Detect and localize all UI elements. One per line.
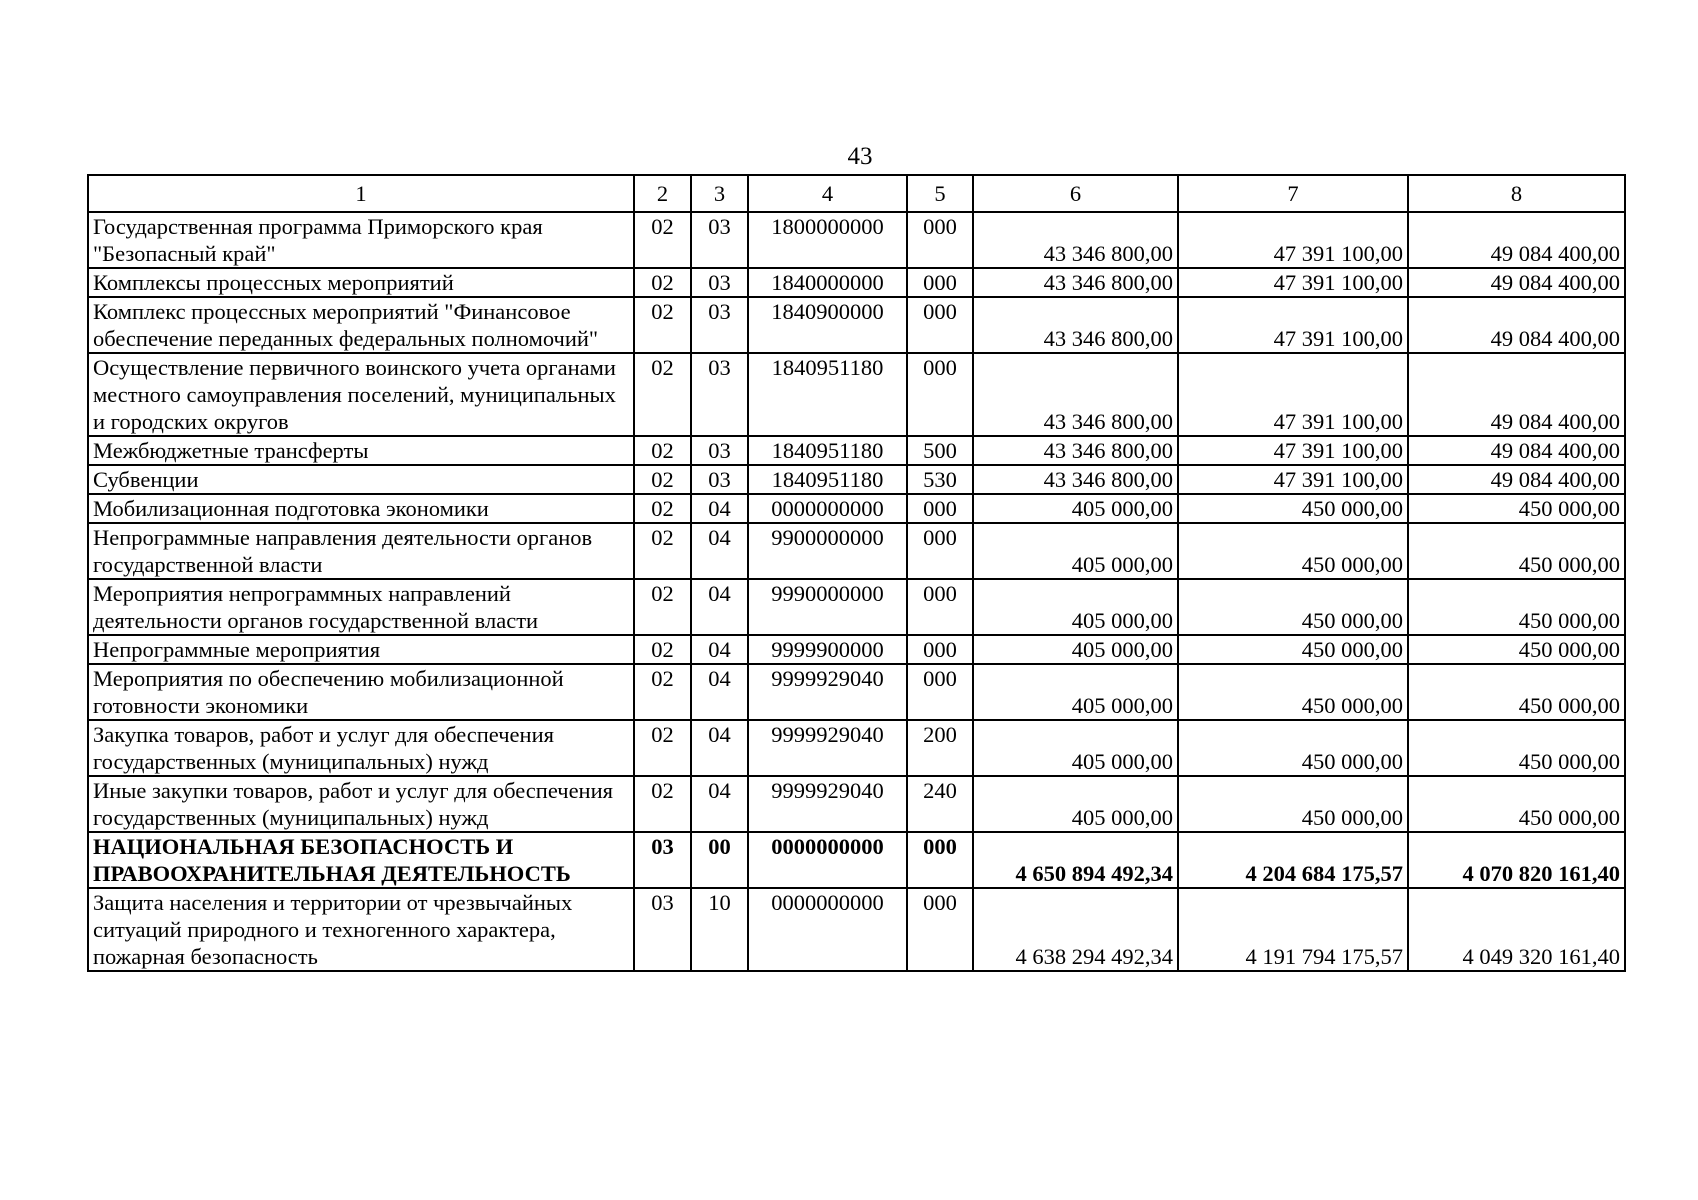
amount-cell-6: 405 000,00 xyxy=(973,635,1178,664)
amount-cell-6: 43 346 800,00 xyxy=(973,268,1178,297)
target-article-cell: 1840951180 xyxy=(748,436,907,465)
expense-type-cell: 000 xyxy=(907,494,973,523)
row-name-cell: Комплексы процессных мероприятий xyxy=(88,268,634,297)
expense-type-cell: 530 xyxy=(907,465,973,494)
section-code-cell: 02 xyxy=(634,523,691,579)
target-article-cell: 1840951180 xyxy=(748,465,907,494)
row-name-cell: Иные закупки товаров, работ и услуг для обеспечения государственных (муниципальных) нужд xyxy=(88,776,634,832)
subsection-code-cell: 03 xyxy=(691,465,748,494)
row-name-cell: Мероприятия по обеспечению мобилизационной готовности экономики xyxy=(88,664,634,720)
section-code-cell: 02 xyxy=(634,268,691,297)
row-name-cell: Осуществление первичного воинского учета органами местного самоуправления поселений, муниципальных и городских округов xyxy=(88,353,634,436)
subsection-code-cell: 04 xyxy=(691,494,748,523)
expense-type-cell: 000 xyxy=(907,664,973,720)
expense-type-cell: 000 xyxy=(907,832,973,888)
header-cell: 6 xyxy=(973,175,1178,212)
subsection-code-cell: 04 xyxy=(691,720,748,776)
target-article-cell: 9999929040 xyxy=(748,664,907,720)
target-article-cell: 9900000000 xyxy=(748,523,907,579)
table-row xyxy=(88,579,1625,635)
section-code-cell: 02 xyxy=(634,465,691,494)
row-name-cell: Мобилизационная подготовка экономики xyxy=(88,494,634,523)
page-number: 43 xyxy=(847,143,873,170)
target-article-cell: 9999929040 xyxy=(748,776,907,832)
row-name-cell: Субвенции xyxy=(88,465,634,494)
section-code-cell: 02 xyxy=(634,436,691,465)
target-article-cell: 0000000000 xyxy=(748,832,907,888)
subsection-code-cell: 04 xyxy=(691,776,748,832)
subsection-code-cell: 04 xyxy=(691,635,748,664)
amount-cell-7: 4 204 684 175,57 xyxy=(1178,832,1408,888)
target-article-cell: 9999929040 xyxy=(748,720,907,776)
amount-cell-6: 43 346 800,00 xyxy=(973,212,1178,268)
amount-cell-7: 4 191 794 175,57 xyxy=(1178,888,1408,971)
subsection-code-cell: 03 xyxy=(691,353,748,436)
amount-cell-7: 47 391 100,00 xyxy=(1178,353,1408,436)
target-article-cell: 1840900000 xyxy=(748,297,907,353)
subsection-code-cell: 04 xyxy=(691,523,748,579)
table-row xyxy=(88,635,1625,664)
header-cell: 1 xyxy=(88,175,634,212)
amount-cell-8: 450 000,00 xyxy=(1408,720,1625,776)
section-code-cell: 02 xyxy=(634,494,691,523)
expense-type-cell: 000 xyxy=(907,579,973,635)
row-name-cell: Межбюджетные трансферты xyxy=(88,436,634,465)
amount-cell-6: 43 346 800,00 xyxy=(973,436,1178,465)
section-code-cell: 02 xyxy=(634,353,691,436)
amount-cell-6: 4 638 294 492,34 xyxy=(973,888,1178,971)
table-row xyxy=(88,776,1625,832)
section-code-cell: 02 xyxy=(634,635,691,664)
row-name-cell: Защита населения и территории от чрезвычайных ситуаций природного и техногенного характера, пожарная безопасность xyxy=(88,888,634,971)
amount-cell-8: 49 084 400,00 xyxy=(1408,268,1625,297)
table-row xyxy=(88,523,1625,579)
amount-cell-7: 450 000,00 xyxy=(1178,523,1408,579)
header-cell: 8 xyxy=(1408,175,1625,212)
amount-cell-7: 450 000,00 xyxy=(1178,664,1408,720)
expense-type-cell: 000 xyxy=(907,353,973,436)
expense-type-cell: 000 xyxy=(907,297,973,353)
amount-cell-6: 405 000,00 xyxy=(973,494,1178,523)
section-code-cell: 02 xyxy=(634,579,691,635)
table-row xyxy=(88,268,1625,297)
section-code-cell: 02 xyxy=(634,212,691,268)
subsection-code-cell: 03 xyxy=(691,436,748,465)
amount-cell-8: 49 084 400,00 xyxy=(1408,353,1625,436)
expense-type-cell: 000 xyxy=(907,635,973,664)
expense-type-cell: 000 xyxy=(907,523,973,579)
subsection-code-cell: 04 xyxy=(691,664,748,720)
header-cell: 5 xyxy=(907,175,973,212)
table-row xyxy=(88,494,1625,523)
amount-cell-8: 450 000,00 xyxy=(1408,776,1625,832)
expense-type-cell: 000 xyxy=(907,268,973,297)
header-cell: 3 xyxy=(691,175,748,212)
amount-cell-8: 4 049 320 161,40 xyxy=(1408,888,1625,971)
table-row xyxy=(88,664,1625,720)
amount-cell-6: 405 000,00 xyxy=(973,776,1178,832)
amount-cell-8: 4 070 820 161,40 xyxy=(1408,832,1625,888)
header-row xyxy=(88,175,1625,212)
amount-cell-6: 405 000,00 xyxy=(973,579,1178,635)
target-article-cell: 1840000000 xyxy=(748,268,907,297)
target-article-cell: 1840951180 xyxy=(748,353,907,436)
expense-type-cell: 240 xyxy=(907,776,973,832)
budget-table xyxy=(87,174,1626,972)
table-row xyxy=(88,465,1625,494)
amount-cell-8: 450 000,00 xyxy=(1408,635,1625,664)
expense-type-cell: 500 xyxy=(907,436,973,465)
expense-type-cell: 000 xyxy=(907,888,973,971)
subsection-code-cell: 03 xyxy=(691,297,748,353)
row-name-cell: Непрограммные направления деятельности органов государственной власти xyxy=(88,523,634,579)
header-cell: 4 xyxy=(748,175,907,212)
amount-cell-8: 49 084 400,00 xyxy=(1408,465,1625,494)
amount-cell-6: 4 650 894 492,34 xyxy=(973,832,1178,888)
amount-cell-7: 47 391 100,00 xyxy=(1178,268,1408,297)
section-code-cell: 02 xyxy=(634,720,691,776)
amount-cell-6: 405 000,00 xyxy=(973,664,1178,720)
expense-type-cell: 200 xyxy=(907,720,973,776)
row-name-cell: Комплекс процессных мероприятий "Финансовое обеспечение переданных федеральных полномочий" xyxy=(88,297,634,353)
target-article-cell: 0000000000 xyxy=(748,494,907,523)
amount-cell-8: 49 084 400,00 xyxy=(1408,436,1625,465)
table-row xyxy=(88,297,1625,353)
row-name-cell: Закупка товаров, работ и услуг для обеспечения государственных (муниципальных) нужд xyxy=(88,720,634,776)
amount-cell-6: 43 346 800,00 xyxy=(973,353,1178,436)
header-cell: 7 xyxy=(1178,175,1408,212)
header-cell: 2 xyxy=(634,175,691,212)
amount-cell-7: 450 000,00 xyxy=(1178,579,1408,635)
subsection-code-cell: 00 xyxy=(691,832,748,888)
amount-cell-7: 47 391 100,00 xyxy=(1178,436,1408,465)
section-code-cell: 02 xyxy=(634,297,691,353)
amount-cell-8: 450 000,00 xyxy=(1408,523,1625,579)
row-name-cell: НАЦИОНАЛЬНАЯ БЕЗОПАСНОСТЬ И ПРАВООХРАНИТЕЛЬНАЯ ДЕЯТЕЛЬНОСТЬ xyxy=(88,832,634,888)
amount-cell-7: 450 000,00 xyxy=(1178,720,1408,776)
amount-cell-8: 49 084 400,00 xyxy=(1408,212,1625,268)
subsection-code-cell: 04 xyxy=(691,579,748,635)
table-row xyxy=(88,888,1625,971)
table-row xyxy=(88,720,1625,776)
row-name-cell: Мероприятия непрограммных направлений деятельности органов государственной власти xyxy=(88,579,634,635)
row-name-cell: Непрограммные мероприятия xyxy=(88,635,634,664)
amount-cell-8: 450 000,00 xyxy=(1408,494,1625,523)
expense-type-cell: 000 xyxy=(907,212,973,268)
amount-cell-7: 47 391 100,00 xyxy=(1178,212,1408,268)
amount-cell-8: 450 000,00 xyxy=(1408,579,1625,635)
amount-cell-7: 450 000,00 xyxy=(1178,494,1408,523)
amount-cell-6: 43 346 800,00 xyxy=(973,297,1178,353)
target-article-cell: 0000000000 xyxy=(748,888,907,971)
amount-cell-6: 405 000,00 xyxy=(973,720,1178,776)
section-code-cell: 02 xyxy=(634,776,691,832)
table-row xyxy=(88,212,1625,268)
subsection-code-cell: 03 xyxy=(691,212,748,268)
table-row xyxy=(88,436,1625,465)
amount-cell-8: 450 000,00 xyxy=(1408,664,1625,720)
amount-cell-7: 47 391 100,00 xyxy=(1178,297,1408,353)
target-article-cell: 9999900000 xyxy=(748,635,907,664)
section-code-cell: 03 xyxy=(634,888,691,971)
subsection-code-cell: 10 xyxy=(691,888,748,971)
subsection-code-cell: 03 xyxy=(691,268,748,297)
target-article-cell: 9990000000 xyxy=(748,579,907,635)
amount-cell-8: 49 084 400,00 xyxy=(1408,297,1625,353)
target-article-cell: 1800000000 xyxy=(748,212,907,268)
amount-cell-6: 43 346 800,00 xyxy=(973,465,1178,494)
table-row xyxy=(88,832,1625,888)
amount-cell-7: 450 000,00 xyxy=(1178,635,1408,664)
amount-cell-6: 405 000,00 xyxy=(973,523,1178,579)
table-row xyxy=(88,353,1625,436)
amount-cell-7: 47 391 100,00 xyxy=(1178,465,1408,494)
row-name-cell: Государственная программа Приморского края "Безопасный край" xyxy=(88,212,634,268)
section-code-cell: 03 xyxy=(634,832,691,888)
amount-cell-7: 450 000,00 xyxy=(1178,776,1408,832)
section-code-cell: 02 xyxy=(634,664,691,720)
